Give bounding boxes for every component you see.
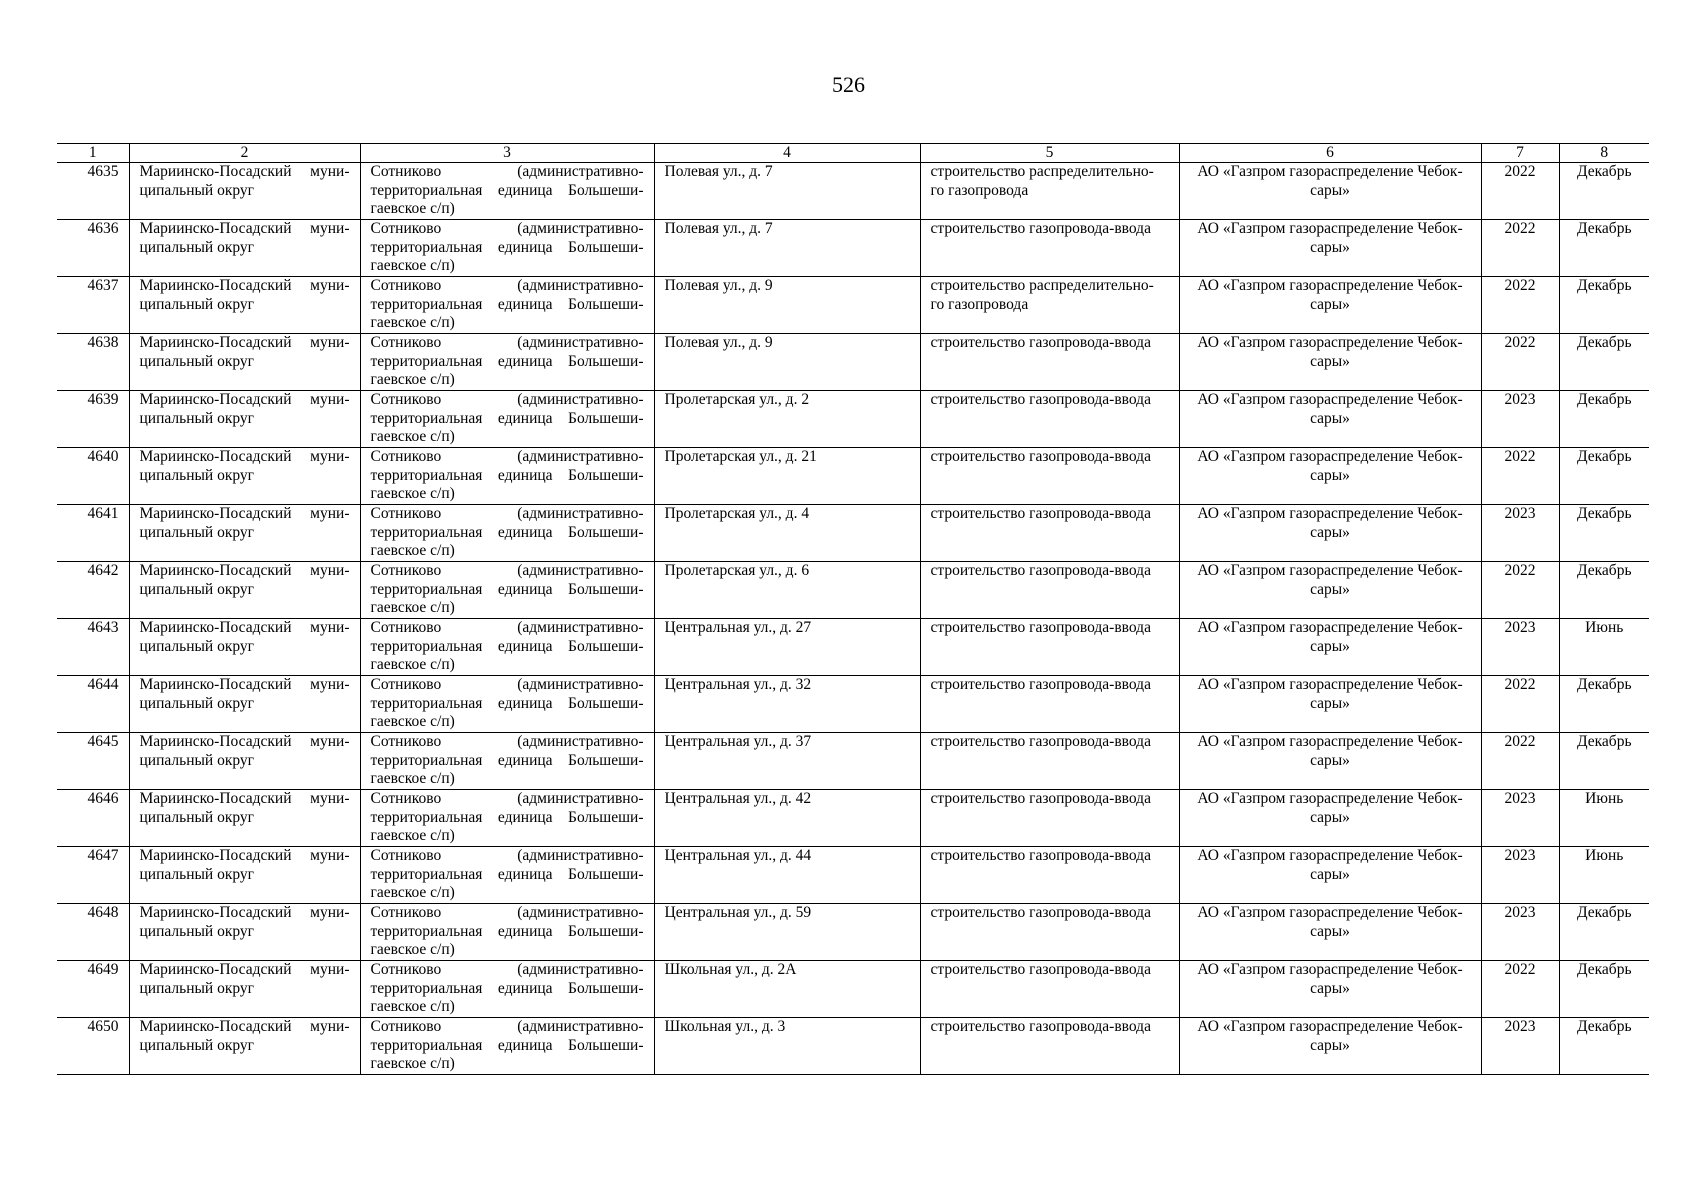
- row-number: 4644: [57, 676, 129, 733]
- district-cell: Мариинско-Посадский муни- ципальный округ: [129, 163, 360, 220]
- work-type-cell: строительство газопровода-ввода: [920, 961, 1179, 1018]
- address-cell: Центральная ул., д. 44: [654, 847, 920, 904]
- table-row: [57, 448, 1649, 505]
- work-type-cell: строительство газопровода-ввода: [920, 391, 1179, 448]
- address-cell: Центральная ул., д. 37: [654, 733, 920, 790]
- year-cell: 2023: [1481, 619, 1559, 676]
- district-cell: Мариинско-Посадский муни- ципальный округ: [129, 220, 360, 277]
- month-cell: Декабрь: [1559, 733, 1649, 790]
- month-cell: Июнь: [1559, 790, 1649, 847]
- column-header: 2: [129, 144, 360, 163]
- month-cell: Декабрь: [1559, 334, 1649, 391]
- month-cell: Декабрь: [1559, 448, 1649, 505]
- table-body: [57, 163, 1649, 1075]
- district-cell: Мариинско-Посадский муни- ципальный округ: [129, 619, 360, 676]
- row-number: 4635: [57, 163, 129, 220]
- company-cell: АО «Газпром газораспределение Чебок- сары»: [1179, 220, 1481, 277]
- address-cell: Центральная ул., д. 42: [654, 790, 920, 847]
- company-cell: АО «Газпром газораспределение Чебок- сары»: [1179, 847, 1481, 904]
- work-type-cell: строительство распределительно- го газопровода: [920, 163, 1179, 220]
- settlement-cell: Сотниково (административно- территориальная единица Большеши- гаевское с/п): [360, 448, 654, 505]
- table-row: [57, 391, 1649, 448]
- row-number: 4641: [57, 505, 129, 562]
- district-cell: Мариинско-Посадский муни- ципальный округ: [129, 505, 360, 562]
- row-number: 4643: [57, 619, 129, 676]
- settlement-cell: Сотниково (административно- территориальная единица Большеши- гаевское с/п): [360, 790, 654, 847]
- table-row: [57, 1018, 1649, 1075]
- page-number: 526: [832, 72, 865, 97]
- month-cell: Июнь: [1559, 619, 1649, 676]
- address-cell: Полевая ул., д. 7: [654, 220, 920, 277]
- company-cell: АО «Газпром газораспределение Чебок- сары»: [1179, 505, 1481, 562]
- month-cell: Декабрь: [1559, 961, 1649, 1018]
- address-cell: Пролетарская ул., д. 2: [654, 391, 920, 448]
- settlement-cell: Сотниково (административно- территориальная единица Большеши- гаевское с/п): [360, 1018, 654, 1075]
- table-row: [57, 334, 1649, 391]
- company-cell: АО «Газпром газораспределение Чебок- сары»: [1179, 904, 1481, 961]
- company-cell: АО «Газпром газораспределение Чебок- сары»: [1179, 448, 1481, 505]
- settlement-cell: Сотниково (административно- территориальная единица Большеши- гаевское с/п): [360, 676, 654, 733]
- row-number: 4637: [57, 277, 129, 334]
- work-type-cell: строительство газопровода-ввода: [920, 505, 1179, 562]
- work-type-cell: строительство газопровода-ввода: [920, 619, 1179, 676]
- table-row: [57, 733, 1649, 790]
- row-number: 4646: [57, 790, 129, 847]
- district-cell: Мариинско-Посадский муни- ципальный округ: [129, 277, 360, 334]
- column-header: 8: [1559, 144, 1649, 163]
- table-row: [57, 562, 1649, 619]
- month-cell: Декабрь: [1559, 391, 1649, 448]
- work-type-cell: строительство газопровода-ввода: [920, 562, 1179, 619]
- company-cell: АО «Газпром газораспределение Чебок- сары»: [1179, 277, 1481, 334]
- address-cell: Пролетарская ул., д. 4: [654, 505, 920, 562]
- company-cell: АО «Газпром газораспределение Чебок- сары»: [1179, 562, 1481, 619]
- address-cell: Школьная ул., д. 3: [654, 1018, 920, 1075]
- settlement-cell: Сотниково (административно- территориальная единица Большеши- гаевское с/п): [360, 334, 654, 391]
- year-cell: 2022: [1481, 733, 1559, 790]
- row-number: 4649: [57, 961, 129, 1018]
- month-cell: Декабрь: [1559, 163, 1649, 220]
- row-number: 4645: [57, 733, 129, 790]
- settlement-cell: Сотниково (административно- территориальная единица Большеши- гаевское с/п): [360, 847, 654, 904]
- district-cell: Мариинско-Посадский муни- ципальный округ: [129, 676, 360, 733]
- company-cell: АО «Газпром газораспределение Чебок- сары»: [1179, 391, 1481, 448]
- table-row: [57, 505, 1649, 562]
- address-cell: Центральная ул., д. 32: [654, 676, 920, 733]
- year-cell: 2022: [1481, 334, 1559, 391]
- company-cell: АО «Газпром газораспределение Чебок- сары»: [1179, 733, 1481, 790]
- table-row: [57, 676, 1649, 733]
- address-cell: Пролетарская ул., д. 21: [654, 448, 920, 505]
- work-type-cell: строительство распределительно- го газопровода: [920, 277, 1179, 334]
- settlement-cell: Сотниково (административно- территориальная единица Большеши- гаевское с/п): [360, 619, 654, 676]
- row-number: 4636: [57, 220, 129, 277]
- year-cell: 2023: [1481, 847, 1559, 904]
- address-cell: Школьная ул., д. 2А: [654, 961, 920, 1018]
- work-type-cell: строительство газопровода-ввода: [920, 847, 1179, 904]
- work-type-cell: строительство газопровода-ввода: [920, 334, 1179, 391]
- row-number: 4648: [57, 904, 129, 961]
- work-type-cell: строительство газопровода-ввода: [920, 733, 1179, 790]
- year-cell: 2022: [1481, 676, 1559, 733]
- table-row: [57, 904, 1649, 961]
- company-cell: АО «Газпром газораспределение Чебок- сары»: [1179, 163, 1481, 220]
- month-cell: Декабрь: [1559, 676, 1649, 733]
- year-cell: 2022: [1481, 220, 1559, 277]
- district-cell: Мариинско-Посадский муни- ципальный округ: [129, 733, 360, 790]
- settlement-cell: Сотниково (административно- территориальная единица Большеши- гаевское с/п): [360, 961, 654, 1018]
- work-type-cell: строительство газопровода-ввода: [920, 1018, 1179, 1075]
- table-row: [57, 790, 1649, 847]
- address-cell: Полевая ул., д. 9: [654, 334, 920, 391]
- year-cell: 2022: [1481, 562, 1559, 619]
- work-type-cell: строительство газопровода-ввода: [920, 790, 1179, 847]
- company-cell: АО «Газпром газораспределение Чебок- сары»: [1179, 961, 1481, 1018]
- work-type-cell: строительство газопровода-ввода: [920, 904, 1179, 961]
- settlement-cell: Сотниково (административно- территориальная единица Большеши- гаевское с/п): [360, 733, 654, 790]
- month-cell: Декабрь: [1559, 1018, 1649, 1075]
- district-cell: Мариинско-Посадский муни- ципальный округ: [129, 790, 360, 847]
- month-cell: Декабрь: [1559, 220, 1649, 277]
- settlement-cell: Сотниково (административно- территориальная единица Большеши- гаевское с/п): [360, 391, 654, 448]
- year-cell: 2022: [1481, 961, 1559, 1018]
- year-cell: 2022: [1481, 163, 1559, 220]
- district-cell: Мариинско-Посадский муни- ципальный округ: [129, 448, 360, 505]
- table-row: [57, 619, 1649, 676]
- month-cell: Декабрь: [1559, 562, 1649, 619]
- table-row: [57, 277, 1649, 334]
- column-header: 7: [1481, 144, 1559, 163]
- district-cell: Мариинско-Посадский муни- ципальный округ: [129, 391, 360, 448]
- table-row: [57, 961, 1649, 1018]
- year-cell: 2022: [1481, 448, 1559, 505]
- row-number: 4650: [57, 1018, 129, 1075]
- company-cell: АО «Газпром газораспределение Чебок- сары»: [1179, 334, 1481, 391]
- column-header: 6: [1179, 144, 1481, 163]
- company-cell: АО «Газпром газораспределение Чебок- сары»: [1179, 619, 1481, 676]
- district-cell: Мариинско-Посадский муни- ципальный округ: [129, 904, 360, 961]
- year-cell: 2023: [1481, 904, 1559, 961]
- table-row: [57, 847, 1649, 904]
- row-number: 4639: [57, 391, 129, 448]
- column-header: 1: [57, 144, 129, 163]
- address-cell: Полевая ул., д. 7: [654, 163, 920, 220]
- column-header: 4: [654, 144, 920, 163]
- work-type-cell: строительство газопровода-ввода: [920, 676, 1179, 733]
- settlement-cell: Сотниково (административно- территориальная единица Большеши- гаевское с/п): [360, 163, 654, 220]
- work-type-cell: строительство газопровода-ввода: [920, 448, 1179, 505]
- year-cell: 2023: [1481, 391, 1559, 448]
- column-header: 3: [360, 144, 654, 163]
- table-row: [57, 220, 1649, 277]
- row-number: 4647: [57, 847, 129, 904]
- settlement-cell: Сотниково (административно- территориальная единица Большеши- гаевское с/п): [360, 904, 654, 961]
- district-cell: Мариинско-Посадский муни- ципальный округ: [129, 334, 360, 391]
- row-number: 4640: [57, 448, 129, 505]
- address-cell: Полевая ул., д. 9: [654, 277, 920, 334]
- company-cell: АО «Газпром газораспределение Чебок- сары»: [1179, 1018, 1481, 1075]
- month-cell: Июнь: [1559, 847, 1649, 904]
- address-cell: Центральная ул., д. 59: [654, 904, 920, 961]
- company-cell: АО «Газпром газораспределение Чебок- сары»: [1179, 676, 1481, 733]
- settlement-cell: Сотниково (административно- территориальная единица Большеши- гаевское с/п): [360, 277, 654, 334]
- address-cell: Пролетарская ул., д. 6: [654, 562, 920, 619]
- year-cell: 2022: [1481, 277, 1559, 334]
- address-cell: Центральная ул., д. 27: [654, 619, 920, 676]
- district-cell: Мариинско-Посадский муни- ципальный округ: [129, 562, 360, 619]
- year-cell: 2023: [1481, 505, 1559, 562]
- month-cell: Декабрь: [1559, 505, 1649, 562]
- gasification-table: [57, 143, 1649, 1075]
- company-cell: АО «Газпром газораспределение Чебок- сары»: [1179, 790, 1481, 847]
- column-number-row: [57, 144, 1649, 163]
- settlement-cell: Сотниково (административно- территориальная единица Большеши- гаевское с/п): [360, 220, 654, 277]
- table-row: [57, 163, 1649, 220]
- district-cell: Мариинско-Посадский муни- ципальный округ: [129, 847, 360, 904]
- month-cell: Декабрь: [1559, 277, 1649, 334]
- year-cell: 2023: [1481, 1018, 1559, 1075]
- settlement-cell: Сотниково (административно- территориальная единица Большеши- гаевское с/п): [360, 505, 654, 562]
- work-type-cell: строительство газопровода-ввода: [920, 220, 1179, 277]
- month-cell: Декабрь: [1559, 904, 1649, 961]
- year-cell: 2023: [1481, 790, 1559, 847]
- row-number: 4642: [57, 562, 129, 619]
- row-number: 4638: [57, 334, 129, 391]
- district-cell: Мариинско-Посадский муни- ципальный округ: [129, 961, 360, 1018]
- settlement-cell: Сотниково (административно- территориальная единица Большеши- гаевское с/п): [360, 562, 654, 619]
- district-cell: Мариинско-Посадский муни- ципальный округ: [129, 1018, 360, 1075]
- column-header: 5: [920, 144, 1179, 163]
